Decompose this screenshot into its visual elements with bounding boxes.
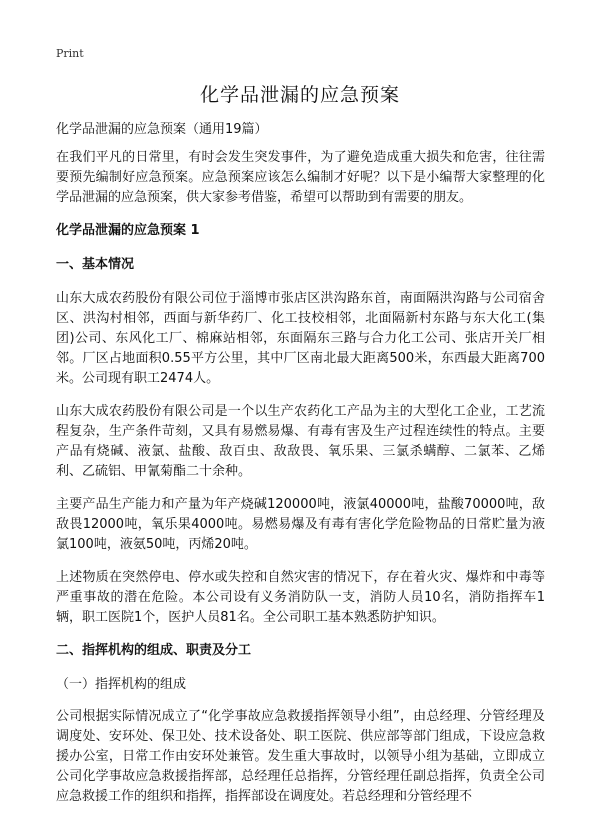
part1-paragraph-1: 山东大成农药股份有限公司位于淄博市张店区洪沟路东首，南面隔洪沟路与公司宿舍区、洪沟村相邻，西面与新华药厂、化工技校相邻，北面隔新村东路与东大化工(集团)公司、东风化工厂、棉麻站相邻，东面隔东三路与合力化工公司、张店开关厂相邻。厂区占地面积0.55平方公里，其中厂区南北最大距离500米，东西最大距离700米。公司现有职工2474人。 [56, 291, 545, 386]
part1-paragraph-2: 山东大成农药股份有限公司是一个以生产农药化工产品为主的大型化工企业，工艺流程复杂，生产条件苛刻，又具有易燃易爆、有毒有害及生产过程连续性的特点。主要产品有烧碱、液氯、盐酸、敌百虫、敌敌畏、氧乐果、三氯杀螨醇、二氯苯、乙烯利、乙硫铝、甲氰菊酯二十余种。 [56, 404, 545, 479]
part1-paragraph-3: 主要产品生产能力和产量为年产烧碱120000吨，液氯40000吨，盐酸70000吨，敌敌畏12000吨，氧乐果4000吨。易燃易爆及有毒有害化学危险物品的日常贮量为液氯100吨，液氨50吨，丙烯20吨。 [56, 497, 545, 552]
print-link[interactable]: Print [56, 47, 84, 60]
part1-heading: 一、基本情况 [56, 257, 135, 272]
part2-sub-heading: （一）指挥机构的组成 [56, 677, 187, 692]
part2-heading: 二、指挥机构的组成、职责及分工 [56, 643, 252, 658]
section-title: 化学品泄漏的应急预案 1 [56, 223, 200, 238]
document-subtitle: 化学品泄漏的应急预案（通用19篇） [56, 122, 268, 137]
document-title: 化学品泄漏的应急预案 [199, 84, 400, 106]
part2-paragraph: 公司根据实际情况成立了“化学事故应急救援指挥领导小组”，由总经理、分管经理及调度处、安环处、保卫处、技术设备处、职工医院、供应部等部门组成，下设应急救援办公室，日常工作由安环处兼管。发生重大事故时，以领导小组为基础，立即成立公司化学事故应急救援指挥部，总经理任总指挥，分管经理任副总指挥，负责全公司应急救援工作的组织和指挥，指挥部设在调度处。若总经理和分管经理不 [56, 709, 545, 804]
document-body [56, 120, 545, 820]
part1-paragraph-4: 上述物质在突然停电、停水或失控和自然灾害的情况下，存在着火灾、爆炸和中毒等严重事故的潜在危险。本公司设有义务消防队一支，消防人员10名，消防指挥车1辆，职工医院1个，医护人员81名。全公司职工基本熟悉防护知识。 [56, 570, 545, 625]
intro-paragraph: 在我们平凡的日常里，有时会发生突发事件，为了避免造成重大损失和危害，往往需要预先编制好应急预案。应急预案应该怎么编制才好呢？以下是小编帮大家整理的化学品泄漏的应急预案，供大家参考借鉴，希望可以帮助到有需要的朋友。 [56, 150, 545, 205]
